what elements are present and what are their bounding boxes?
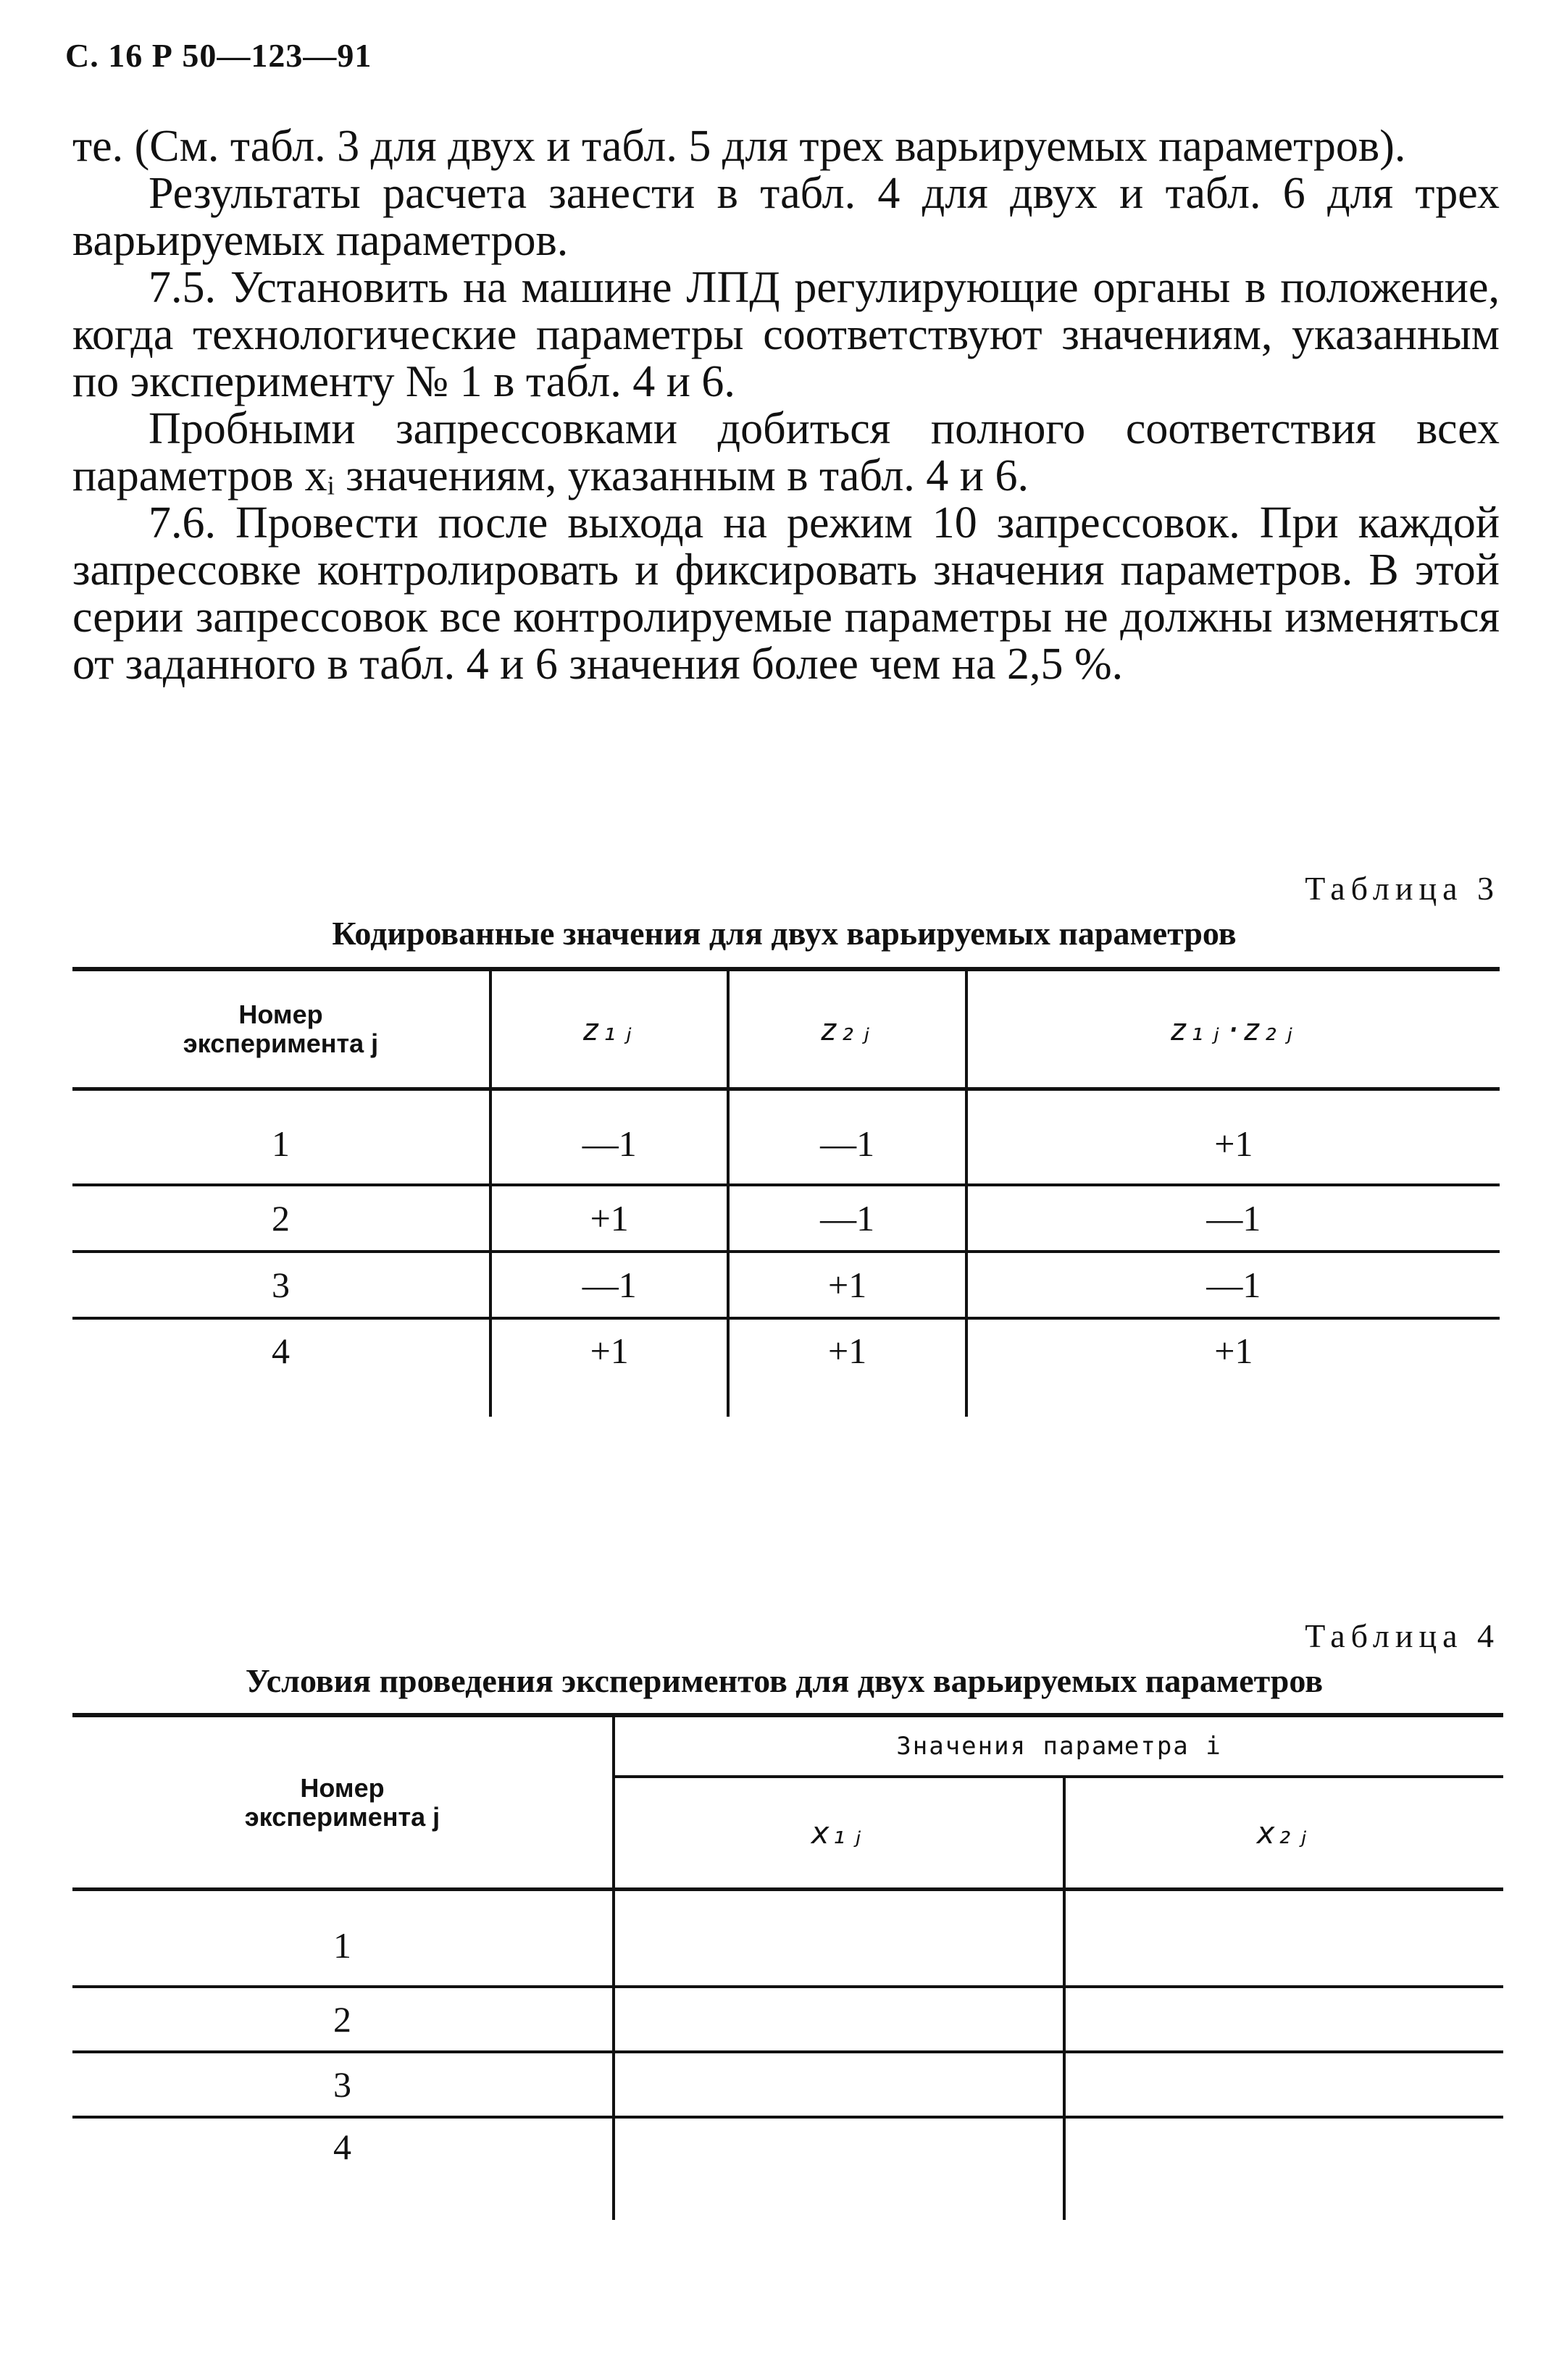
table4-cell-x1 — [614, 1987, 1064, 2052]
table3-cell-z1: —1 — [490, 1089, 728, 1186]
table3-cell-z1z2: —1 — [966, 1185, 1500, 1252]
table3-header-number-line1: Номер — [238, 1000, 323, 1029]
paragraph-3: 7.5. Установить на машине ЛПД регулирующие органы в положение, когда технологические параметры соответствуют значениям, указанным по эксперименту № 1 в табл. 4 и 6. — [72, 263, 1500, 406]
table4-header-number-line2: эксперимента j — [244, 1801, 440, 1832]
table4-title: Условия проведения экспериментов для двух варьируемых параметров — [245, 1662, 1324, 1699]
table3-header-row — [72, 969, 1500, 1089]
paragraph-5: 7.6. Провести после выхода на режим 10 запрессовок. При каждой запрессовке контролировать и фиксировать значения параметров. В этой серии запрессовок все контролируемые параметры не должны изменяться от заданного в табл. 4 и 6 значения более чем на 2,5 %. — [72, 498, 1500, 689]
table3-cell-z2: +1 — [728, 1318, 966, 1417]
table4-header-x1: x₁ⱼ — [614, 1777, 1064, 1889]
table4-cell-number: 2 — [72, 1987, 614, 2052]
paragraph-2: Результаты расчета занести в табл. 4 для двух и табл. 6 для трех варьируемых параметров. — [72, 169, 1500, 265]
page-header: С. 16 Р 50—123—91 — [65, 37, 372, 74]
table3-header-z1: z₁ⱼ — [490, 969, 728, 1089]
table4 — [72, 1713, 1503, 2220]
table-row — [72, 1318, 1500, 1417]
paragraph-4: Пробными запрессовками добиться полного соответствия всех параметров xᵢ значениям, указанным в табл. 4 и 6. — [72, 404, 1500, 500]
table3-cell-z2: —1 — [728, 1185, 966, 1252]
table4-cell-number: 3 — [72, 2052, 614, 2117]
table4-cell-x2 — [1064, 1890, 1503, 1987]
table-row — [72, 2052, 1503, 2117]
table4-header-number-line1: Номер — [300, 1772, 385, 1803]
table3-cell-z1z2: +1 — [966, 1318, 1500, 1417]
table3-cell-z1: +1 — [490, 1185, 728, 1252]
table3-cell-number: 2 — [72, 1185, 490, 1252]
table4-label: Таблица 4 — [1305, 1617, 1500, 1654]
table3-label: Таблица 3 — [1305, 870, 1500, 907]
table-row — [72, 1089, 1500, 1186]
table-row — [72, 1890, 1503, 1987]
table4-cell-x2 — [1064, 2052, 1503, 2117]
paragraph-1: те. (См. табл. 3 для двух и табл. 5 для трех варьируемых параметров). — [72, 122, 1406, 171]
table3-cell-z2: +1 — [728, 1252, 966, 1318]
table3-cell-z1: —1 — [490, 1252, 728, 1318]
table3 — [72, 967, 1500, 1417]
table3-header-z2: z₂ⱼ — [728, 969, 966, 1089]
table3-cell-z1z2: +1 — [966, 1089, 1500, 1186]
table4-header-number — [72, 1715, 614, 1890]
table3-cell-z1: +1 — [490, 1318, 728, 1417]
table3-cell-number: 4 — [272, 1331, 290, 1371]
table3-cell-z2: —1 — [728, 1089, 966, 1186]
table4-cell-number: 1 — [72, 1890, 614, 1987]
table4-header-row-1 — [72, 1715, 1503, 1777]
body-text — [72, 123, 1500, 688]
table3-cell-z1z2: —1 — [966, 1252, 1500, 1318]
table-row — [72, 1185, 1500, 1252]
table4-cell-x2 — [1064, 1987, 1503, 2052]
table3-header-number — [72, 969, 490, 1089]
table4-cell-x1 — [614, 1890, 1064, 1987]
table-row — [72, 1987, 1503, 2052]
table-row — [72, 2117, 1503, 2220]
table3-cell-number: 3 — [72, 1252, 490, 1318]
table4-cell-x1 — [614, 2052, 1064, 2117]
table4-cell-x1 — [614, 2117, 1064, 2220]
table4-cell-number: 4 — [72, 2117, 614, 2220]
table4-header-x2: x₂ⱼ — [1064, 1777, 1503, 1889]
table3-title: Кодированные значения для двух варьируемых параметров — [332, 915, 1237, 952]
table3-cell-number: 1 — [72, 1089, 490, 1186]
table3-header-number-line2: эксперимента j — [183, 1028, 379, 1058]
table-row — [72, 1252, 1500, 1318]
table4-cell-x2 — [1064, 2117, 1503, 2220]
table4-header-group: Значения параметра i — [614, 1715, 1503, 1777]
table3-header-z1z2: z₁ⱼ·z₂ⱼ — [966, 969, 1500, 1089]
